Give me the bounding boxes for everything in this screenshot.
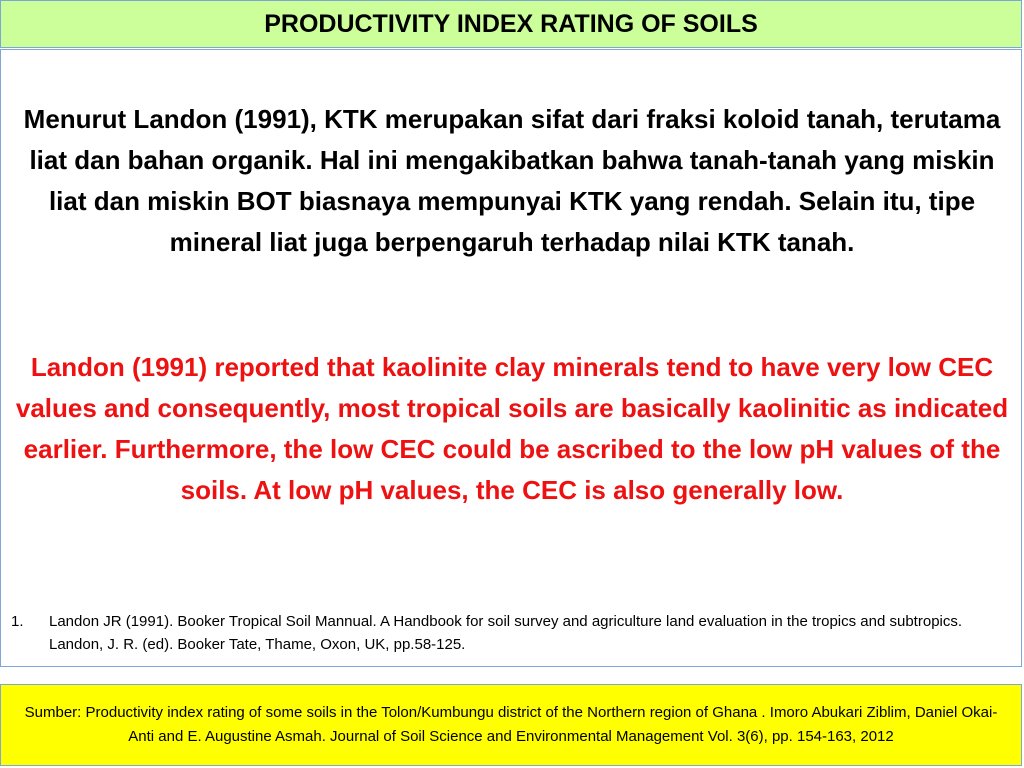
reference-number: 1. [11,613,24,630]
indonesian-paragraph: Menurut Landon (1991), KTK merupakan sifat dari fraksi koloid tanah, terutama liat dan bahan organik. Hal ini mengakibatkan bahwa tanah-tanah yang miskin liat dan miskin BOT biasnaya mempunyai KTK yang rendah. Selain itu, tipe mineral liat juga berpengaruh terhadap nilai KTK tanah. [23,104,1001,257]
reference-item [11,610,1011,656]
title-bar [0,0,1022,48]
slide-title: PRODUCTIVITY INDEX RATING OF SOILS [264,9,758,38]
source-citation: Sumber: Productivity index rating of some soils in the Tolon/Kumbungu district of the Northern region of Ghana . Imoro Abukari Ziblim, Daniel Okai-Anti and E. Augustine Asmah. Journal of Soil Science and Environmental Management Vol. 3(6), pp. 154-163, 2012 [24,704,998,745]
source-bar [0,684,1022,766]
english-paragraph: Landon (1991) reported that kaolinite clay minerals tend to have very low CEC values and consequently, most tropical soils are basically kaolinitic as indicated earlier. Furthermore, the low CEC could be ascribed to the low pH values of the soils. At low pH values, the CEC is also generally low. [15,352,1009,505]
content-box [0,49,1022,667]
reference-text: Landon JR (1991). Booker Tropical Soil Mannual. A Handbook for soil survey and agriculture land evaluation in the tropics and subtropics. Landon, J. R. (ed). Booker Tate, Thame, Oxon, UK, pp.58-125. [49,613,963,653]
